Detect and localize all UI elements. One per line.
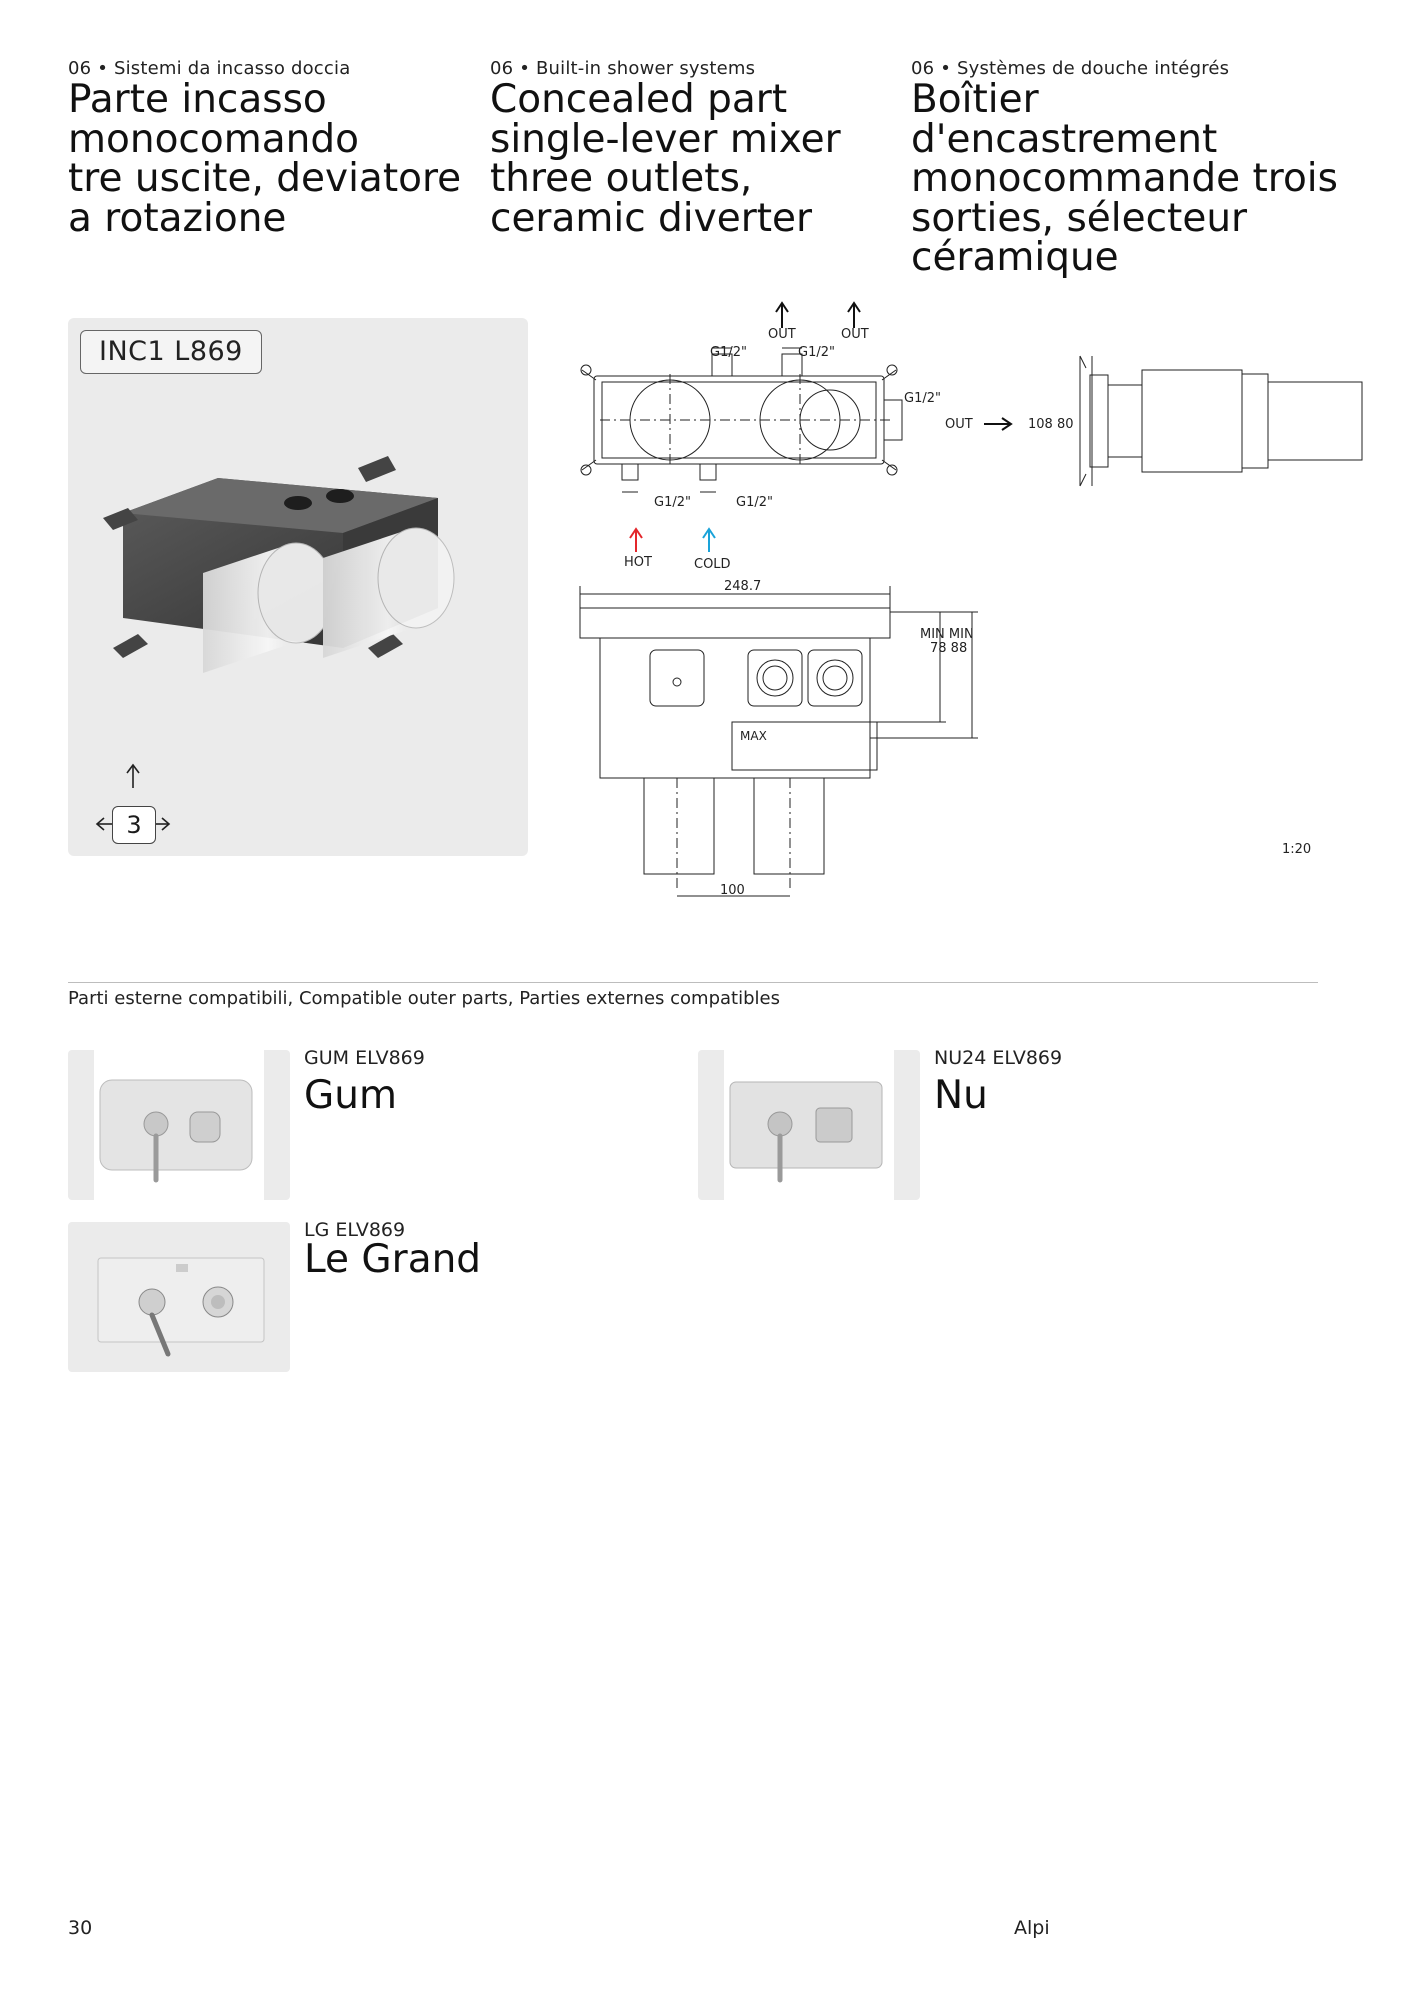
outlets-count-badge: 3 (112, 806, 156, 844)
title-line: Concealed part (490, 77, 788, 122)
title-line: Boîtier d'encastrement (911, 77, 1218, 162)
depth-dimension: 108 80 (1028, 417, 1074, 432)
option-code-nu: NU24 ELV869 (934, 1047, 1063, 1069)
option-name-nu: Nu (934, 1073, 988, 1118)
header-italian (68, 58, 468, 241)
section-kicker-en: 06 • Built-in shower systems (490, 58, 756, 79)
title-line: Parte incasso (68, 77, 327, 122)
thumb-gum (68, 1050, 290, 1200)
min-label: MIN MIN (920, 627, 974, 642)
title-line: tre uscite, deviatore (68, 156, 462, 201)
width-dimension: 248.7 (724, 579, 762, 594)
option-name-gum: Gum (304, 1073, 397, 1118)
nu-mixer-image (698, 1050, 920, 1200)
title-line: ceramic diverter (490, 195, 813, 241)
option-code-le-grand: LG ELV869 (304, 1219, 406, 1241)
drawing-scale: 1:20 (1282, 842, 1312, 857)
page-title-en (490, 77, 890, 241)
title-line: single-lever mixer (490, 116, 841, 162)
thumb-le-grand (68, 1222, 290, 1372)
concealed-box-illustration (68, 318, 528, 856)
front-view-outline (580, 608, 890, 638)
hot-label: HOT (624, 555, 652, 570)
gum-mixer-image (68, 1050, 290, 1200)
spacing-dimension: 100 (720, 883, 745, 898)
page-title-it (68, 77, 468, 241)
cold-label: COLD (694, 557, 731, 572)
thread-label-top-1: G1/2" (710, 345, 747, 360)
out-label-3: OUT (945, 417, 973, 432)
page-title-fr (911, 77, 1351, 280)
header-english (490, 58, 890, 241)
title-line: three outlets, (490, 156, 753, 201)
le-grand-mixer-image (68, 1222, 290, 1372)
brand-name: Alpi (1014, 1917, 1050, 1939)
compatible-parts-label: Parti esterne compatibili, Compatible outer parts, Parties externes compatibles (68, 988, 780, 1009)
thread-label-bottom-1: G1/2" (654, 495, 691, 510)
page-number: 30 (68, 1917, 93, 1939)
option-name-le-grand: Le Grand (304, 1237, 482, 1282)
out-label-2: OUT (841, 327, 869, 342)
section-divider (68, 982, 1318, 983)
title-line: monocomando (68, 116, 359, 162)
technical-drawing (560, 290, 1340, 898)
min-values: 78 88 (930, 641, 968, 656)
title-line: sorties, sélecteur (911, 195, 1248, 241)
product-image-panel (68, 318, 528, 856)
title-line: céramique (911, 235, 1119, 280)
out-label-1: OUT (768, 327, 796, 342)
section-kicker-it: 06 • Sistemi da incasso doccia (68, 58, 351, 79)
thread-label-side: G1/2" (904, 391, 941, 406)
thumb-nu (698, 1050, 920, 1200)
title-line: a rotazione (68, 195, 287, 241)
product-code: INC1 L869 (80, 330, 262, 374)
max-label: MAX (740, 729, 767, 743)
thread-label-bottom-2: G1/2" (736, 495, 773, 510)
header-french (911, 58, 1351, 278)
title-line: monocommande trois (911, 156, 1338, 201)
thread-label-top-2: G1/2" (798, 345, 835, 360)
section-kicker-fr: 06 • Systèmes de douche intégrés (911, 58, 1230, 79)
option-code-gum: GUM ELV869 (304, 1047, 425, 1069)
